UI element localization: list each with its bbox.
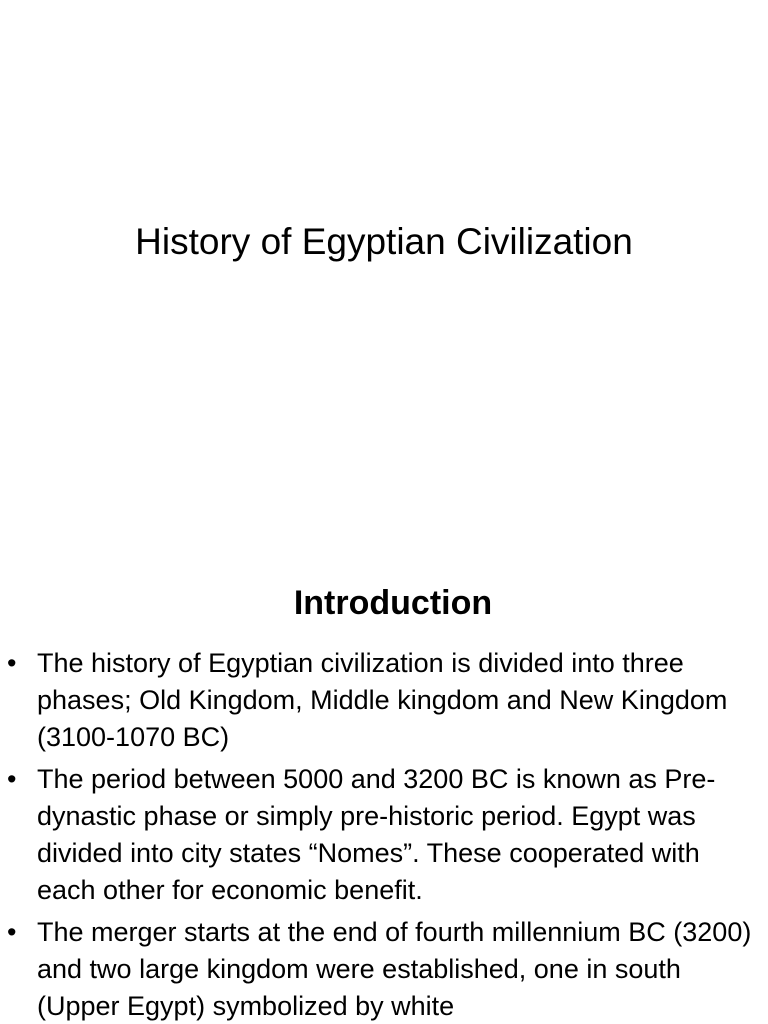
bullet-icon: • <box>7 764 17 794</box>
bullet-text: The history of Egyptian civilization is divided into three phases; Old Kingdom, Middle kingdom and New Kingdom (3100-1070 BC) <box>37 648 728 752</box>
slide-title: History of Egyptian Civilization <box>135 221 633 262</box>
bullet-text: The period between 5000 and 3200 BC is known as Pre-dynastic phase or simply pre-historic period. Egypt was divided into city states “Nomes”. These cooperated with each other for economic benefit. <box>37 764 716 905</box>
bullet-item-merger <box>0 914 768 1024</box>
bullet-item-predynastic <box>0 761 768 909</box>
introduction-slide <box>0 560 768 1024</box>
bullet-text: The merger starts at the end of fourth millennium BC (3200) and two large kingdom were established, one in south (Upper Egypt) symbolized by white <box>37 917 752 1021</box>
bullet-list <box>0 645 768 1024</box>
introduction-heading: Introduction <box>293 584 493 622</box>
bullet-icon: • <box>7 648 17 678</box>
bullet-item-phases <box>0 645 768 756</box>
bullet-icon: • <box>7 917 17 947</box>
